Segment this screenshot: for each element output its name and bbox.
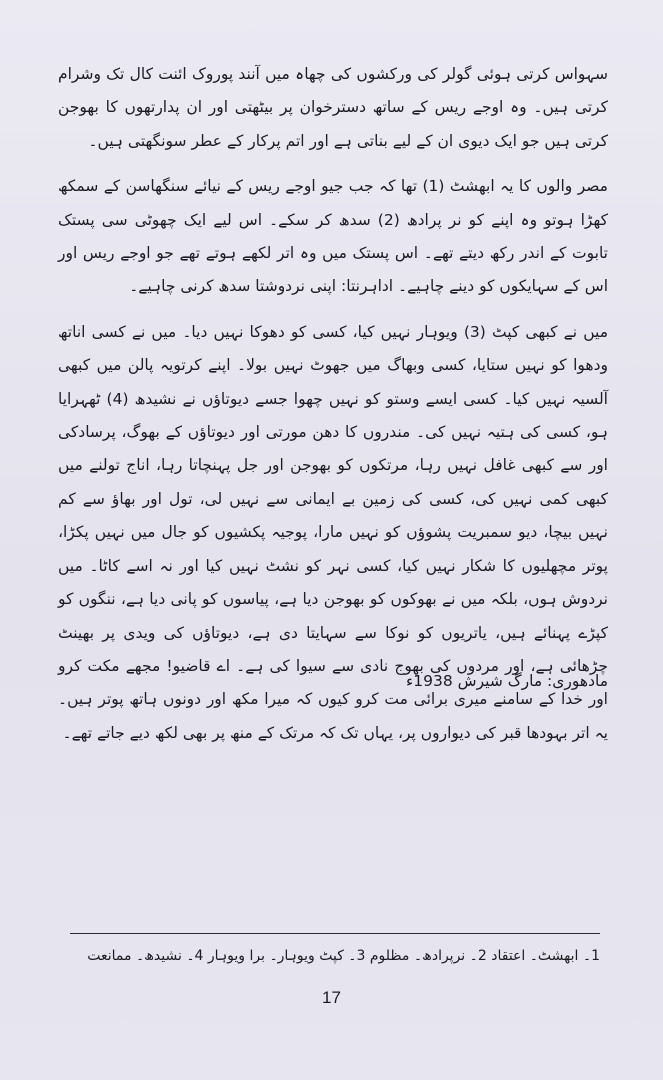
page-number: 17 xyxy=(322,988,341,1007)
paragraph-2: مصر والوں کا یہ ابھشٹ (1) تھا کہ جب جیو اوجے ریس کے نیائے سنگھاسن کے سمکھ کھڑا ہوتو وہ اپنے کو نر پرادھ (2) سدھ کر سکے۔ اس لیے ایک چھوٹی سی پستک تابوت کے اندر رکھ دیتے تھے۔ اس پستک میں وہ اتر لکھے ہوتے تھے جو اوجے ریس اور اس کے سہایکوں کو دینے چاہیے۔ اداہرنتا: اپنی نردوشتا سدھ کرنی چاہیے۔ xyxy=(58,177,608,296)
footnotes: 1۔ ابھشٹ۔ اعتقاد 2۔ نرپرادھ۔ مظلوم 3۔ کپٹ ویوہار۔ برا ویوہار 4۔ نشیدھ۔ ممانعت xyxy=(87,948,600,964)
footnote-divider xyxy=(70,933,600,934)
paragraph-3: میں نے کبھی کپٹ (3) ویوہار نہیں کیا، کسی کو دھوکا نہیں دیا۔ میں نے کسی اناتھ ودھوا کو نہیں ستایا، کسی وبھاگ میں جھوٹ نہیں بولا۔ اپنے کرتویہ پالن میں کبھی آلسیہ نہیں کیا۔ کسی ایسے وستو کو نہیں چھوا جسے دیوتاؤں نے نشیدھ (4) ٹھہرایا ہو، کسی کی ہتیہ نہیں کی۔ مندروں کا دھن مورتی اور دیوتاؤں کے بھوگ، پرسادکی اور سے کبھی غافل نہیں رہا، مرتکوں کو بھوجن اور جل پہنچاتا رہا، اناج تولنے میں کبھی کمی نہیں کی، کسی کی زمین بے ایمانی سے نہیں لی، تول اور بھاؤ سے کم نہیں بیچا، دیو سمبریت پشوؤں کو نہیں مارا، پوجیہ پکشیوں کو جال میں نہیں پکڑا، پوتر مچھلیوں کا شکار نہیں کیا، کسی نہر کو نشٹ نہیں کیا اور نہ اسے کاٹا۔ میں نردوش ہوں، بلکہ میں نے بھوکوں کو بھوجن دیا ہے، پیاسوں کو پانی دیا ہے، ننگوں کو کپڑے پہنائے ہیں، یاتریوں کو نوکا سے سہایتا دی ہے، دیوتاؤں کی ویدی پر بھینٹ چڑھائی ہے، اور مردوں کی بھوج نادی سے سیوا کی ہے۔ اے قاضیو! مجھے مکت کرو اور خدا کے سامنے میری برائی مت کرو کیوں کہ میرا مکھ اور دونوں ہاتھ پوتر ہیں۔ یہ اتر بہودھا قبر کی دیواروں پر، یہاں تک کہ مرتک کے منھ پر بھی لکھ دیے جاتے تھے۔ xyxy=(58,322,609,742)
paragraph-1: سہواس کرتی ہوئی گولر کی ورکشوں کی چھاہ میں آنند پوروک ائنت کال تک وشرام کرتی ہیں۔ وہ اوجے ریس کے ساتھ دسترخوان پر بیٹھتی اور ان پدارتھوں کا بھوجن کرتی ہیں جو ایک دیوی ان کے لیے بناتی ہے اور اتم پرکار کے عطر سونگھتی ہیں۔ xyxy=(58,65,608,150)
source-citation: مادھوری: مارگ شیرش 1938ء xyxy=(406,672,608,690)
body-text xyxy=(58,58,608,750)
